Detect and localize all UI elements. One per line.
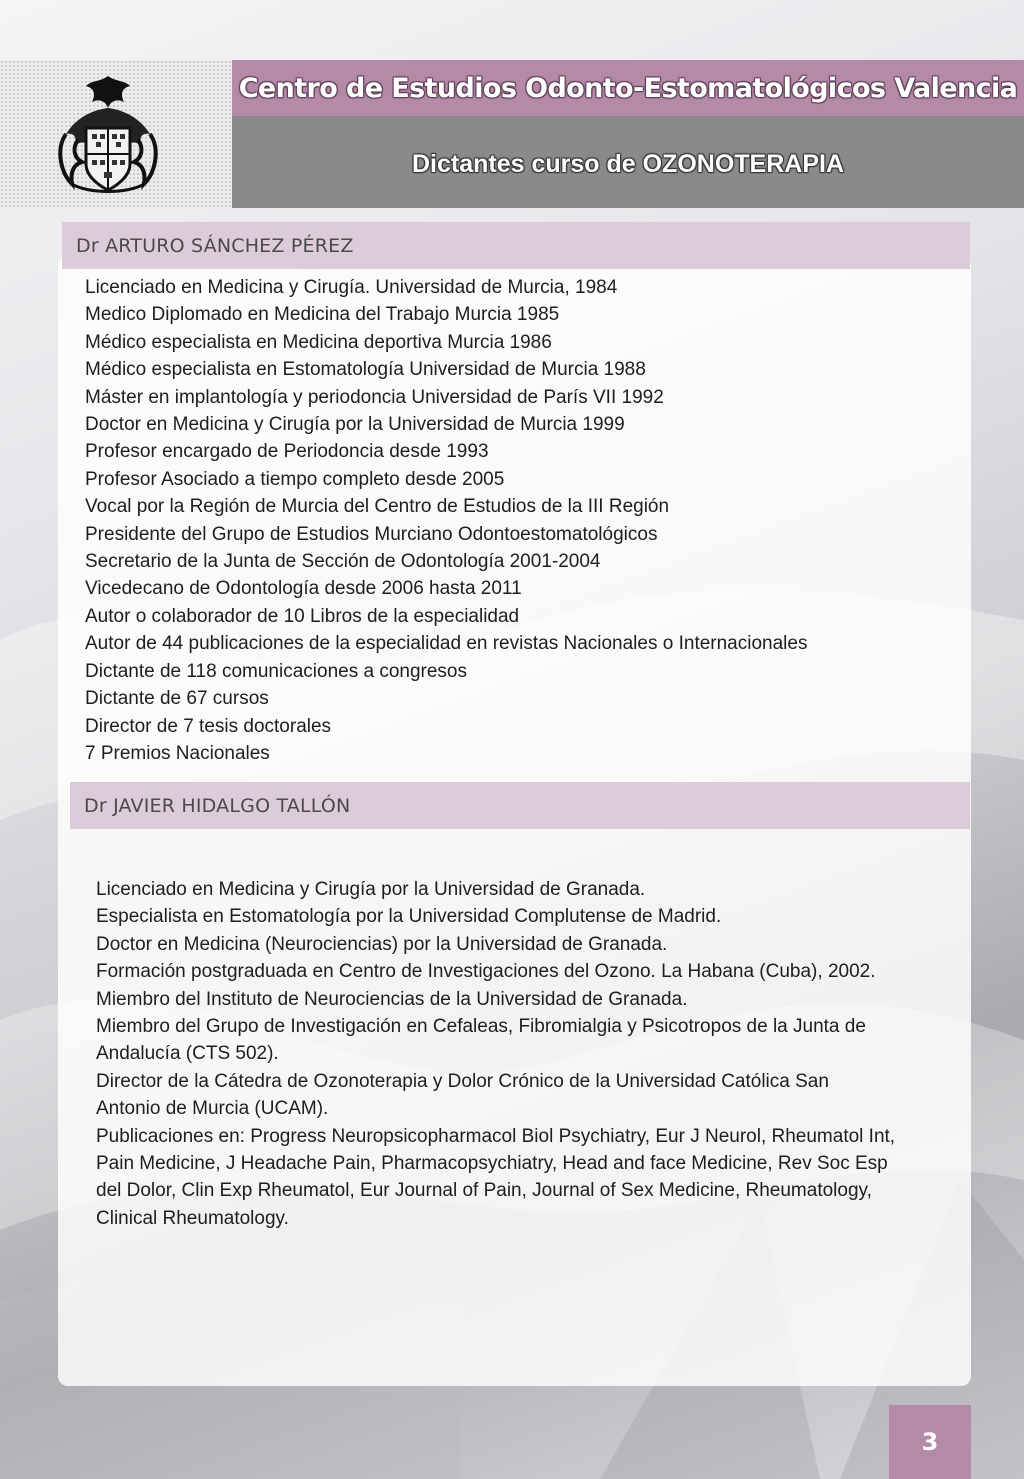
list-item: Formación postgraduada en Centro de Investigaciones del Ozono. La Habana (Cuba), 2002. xyxy=(96,961,876,983)
page-title: Centro de Estudios Odonto-Estomatológicos Valencia xyxy=(238,72,1018,104)
list-item: Pain Medicine, J Headache Pain, Pharmacopsychiatry, Head and face Medicine, Rev Soc Esp xyxy=(96,1153,888,1175)
list-item: del Dolor, Clin Exp Rheumatol, Eur Journal of Pain, Journal of Sex Medicine, Rheumatology, xyxy=(96,1180,872,1202)
speaker-name: Dr JAVIER HIDALGO TALLÓN xyxy=(84,794,351,817)
list-item: Médico especialista en Medicina deportiva Murcia 1986 xyxy=(85,331,552,353)
list-item: Presidente del Grupo de Estudios Murciano Odontoestomatológicos xyxy=(85,523,658,545)
list-item: Licenciado en Medicina y Cirugía por la Universidad de Granada. xyxy=(96,879,646,900)
speaker-credentials-list xyxy=(96,876,895,1232)
page-number-badge xyxy=(889,1405,971,1479)
section-header-2 xyxy=(70,782,970,829)
list-item: Vocal por la Región de Murcia del Centro de Estudios de la III Región xyxy=(85,496,670,518)
section-header-1 xyxy=(62,222,970,269)
logo-panel xyxy=(0,60,232,208)
list-item: Antonio de Murcia (UCAM). xyxy=(96,1098,329,1120)
list-item: Licenciado en Medicina y Cirugía. Universidad de Murcia, 1984 xyxy=(85,277,618,298)
header-subtitle-bar xyxy=(232,116,1024,208)
list-item: Doctor en Medicina (Neurociencias) por la Universidad de Granada. xyxy=(96,933,668,955)
speaker-name: Dr ARTURO SÁNCHEZ PÉREZ xyxy=(76,234,354,257)
heraldic-crest-icon xyxy=(52,68,164,200)
list-item: Máster en implantología y periodoncia Universidad de París VII 1992 xyxy=(85,386,664,408)
list-item: 7 Premios Nacionales xyxy=(85,742,270,764)
speaker-credentials-list xyxy=(85,274,807,767)
list-item: Clinical Rheumatology. xyxy=(96,1207,289,1229)
header-title-bar xyxy=(232,60,1024,116)
list-item: Miembro del Grupo de Investigación en Cefaleas, Fibromialgia y Psicotropos de la Junta de xyxy=(96,1016,866,1038)
list-item: Profesor encargado de Periodoncia desde 1993 xyxy=(85,441,489,463)
list-item: Director de la Cátedra de Ozonoterapia y Dolor Crónico de la Universidad Católica San xyxy=(96,1070,829,1092)
page-subtitle: Dictantes curso de OZONOTERAPIA xyxy=(411,149,845,178)
list-item: Director de 7 tesis doctorales xyxy=(85,715,332,737)
list-item: Dictante de 118 comunicaciones a congresos xyxy=(85,660,467,682)
list-item: Autor de 44 publicaciones de la especialidad en revistas Nacionales o Internacionales xyxy=(85,633,808,655)
list-item: Dictante de 67 cursos xyxy=(85,688,269,710)
list-item: Médico especialista en Estomatología Universidad de Murcia 1988 xyxy=(85,359,646,381)
list-item: Secretario de la Junta de Sección de Odontología 2001-2004 xyxy=(85,551,601,573)
list-item: Andalucía (CTS 502). xyxy=(96,1043,279,1065)
page-number: 3 xyxy=(921,1428,939,1456)
list-item: Medico Diplomado en Medicina del Trabajo Murcia 1985 xyxy=(85,304,560,326)
list-item: Profesor Asociado a tiempo completo desde 2005 xyxy=(85,468,505,490)
list-item: Autor o colaborador de 10 Libros de la especialidad xyxy=(85,605,520,627)
list-item: Miembro del Instituto de Neurociencias de la Universidad de Granada. xyxy=(96,988,688,1010)
list-item: Especialista en Estomatología por la Universidad Complutense de Madrid. xyxy=(96,906,722,928)
list-item: Publicaciones en: Progress Neuropsicopharmacol Biol Psychiatry, Eur J Neurol, Rheumatol Int, xyxy=(96,1125,896,1147)
list-item: Doctor en Medicina y Cirugía por la Universidad de Murcia 1999 xyxy=(85,414,625,436)
list-item: Vicedecano de Odontología desde 2006 hasta 2011 xyxy=(85,578,522,600)
